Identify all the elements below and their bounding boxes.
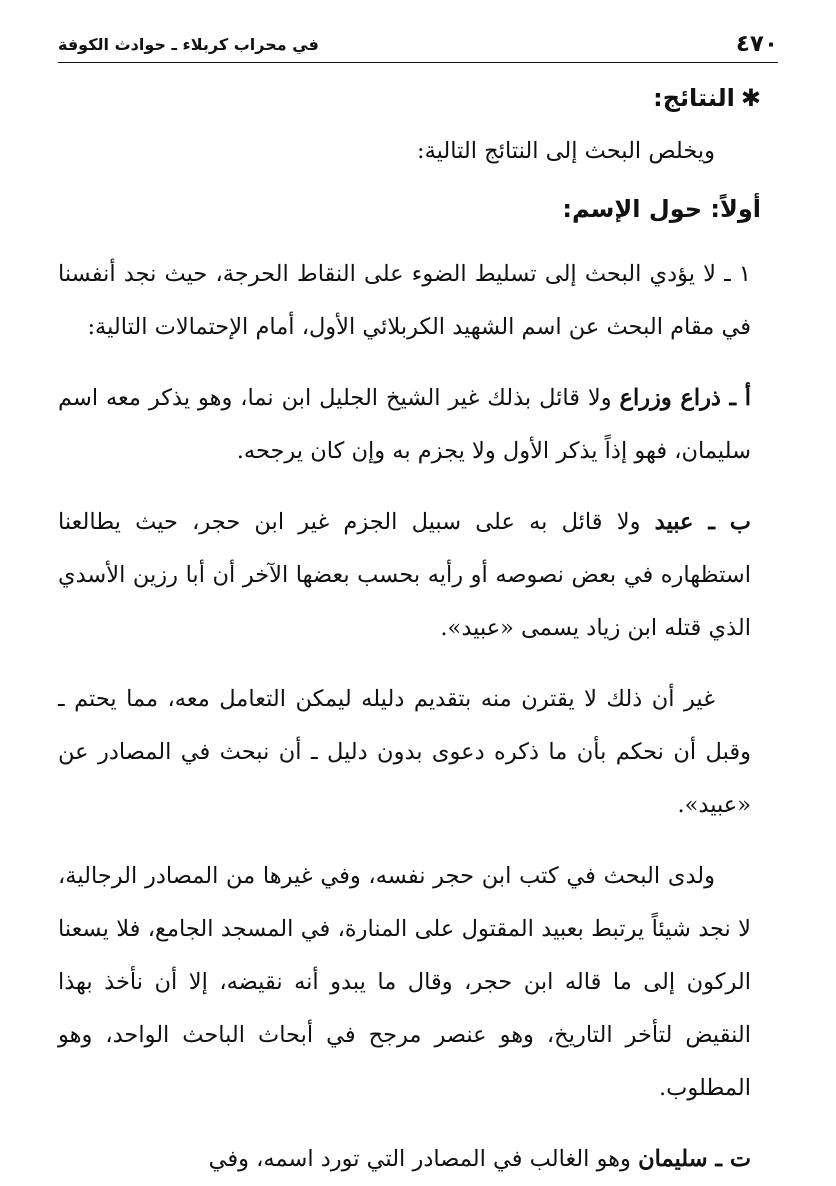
option-b-label: ب ـ عبيد: [654, 509, 751, 535]
paragraph-option-b: [58, 496, 751, 655]
paragraph-option-a: [58, 372, 751, 478]
star-icon: ✱: [740, 84, 761, 112]
results-heading: [58, 74, 761, 122]
option-b-text: ولا قائل به على سبيل الجزم غير ابن حجر، حيث يطالعنا استظهاره في بعض نصوصه أو رأيه بحسب بعضها الآخر أن أبا رزين الأسدي الذي قتله ابن زياد يسمى «عبيد».: [58, 509, 751, 641]
paragraph-4: غير أن ذلك لا يقترن منه بتقديم دليله ليمكن التعامل معه، مما يحتم ـ وقبل أن نحكم بأن ما ذكره دعوى بدون دليل ـ أن نبحث في المصادر عن «عبيد».: [58, 686, 751, 818]
first-section-heading: أولاً: حول الإسم:: [562, 195, 761, 223]
paragraph-5: ولدى البحث في كتب ابن حجر نفسه، وفي غيرها من المصادر الرجالية، لا نجد شيئاً يرتبط بعبيد المقتول على المنارة، في المسجد الجامع، فلا يسعنا الركون إلى ما قاله ابن حجر، وقال ما يبدو أنه نقيضه، إلا أن نأخذ بهذا النقيض لتأخر التاريخ، وهو عنصر مرجح في أبحاث الباحث الواحد، وهو المطلوب.: [58, 863, 751, 1101]
option-a-label: أ ـ ذراع وزراع: [619, 385, 751, 411]
paragraph-1: ١ ـ لا يؤدي البحث إلى تسليط الضوء على النقاط الحرجة، حيث نجد أنفسنا في مقام البحث عن اسم الشهيد الكربلائي الأول، أمام الإحتمالات التالية:: [58, 261, 751, 340]
running-header: [58, 28, 778, 63]
option-a-text: ولا قائل بذلك غير الشيخ الجليل ابن نما، وهو يذكر معه اسم سليمان، فهو إذاً يذكر الأول ولا يجزم به وإن كان يرجحه.: [58, 385, 751, 464]
paragraph-option-t: [58, 1133, 751, 1186]
page-number: ٤٧٠: [735, 31, 778, 57]
results-heading-text: النتائج:: [653, 84, 735, 112]
running-title: في محراب كربلاء ـ حوادث الكوفة: [58, 35, 319, 54]
intro-sentence: ويخلص البحث إلى النتائج التالية:: [416, 138, 715, 164]
page-body: [58, 74, 761, 1186]
option-t-label: ت ـ سليمان: [638, 1146, 751, 1172]
option-t-text: وهو الغالب في المصادر التي تورد اسمه، وفي: [208, 1146, 639, 1172]
